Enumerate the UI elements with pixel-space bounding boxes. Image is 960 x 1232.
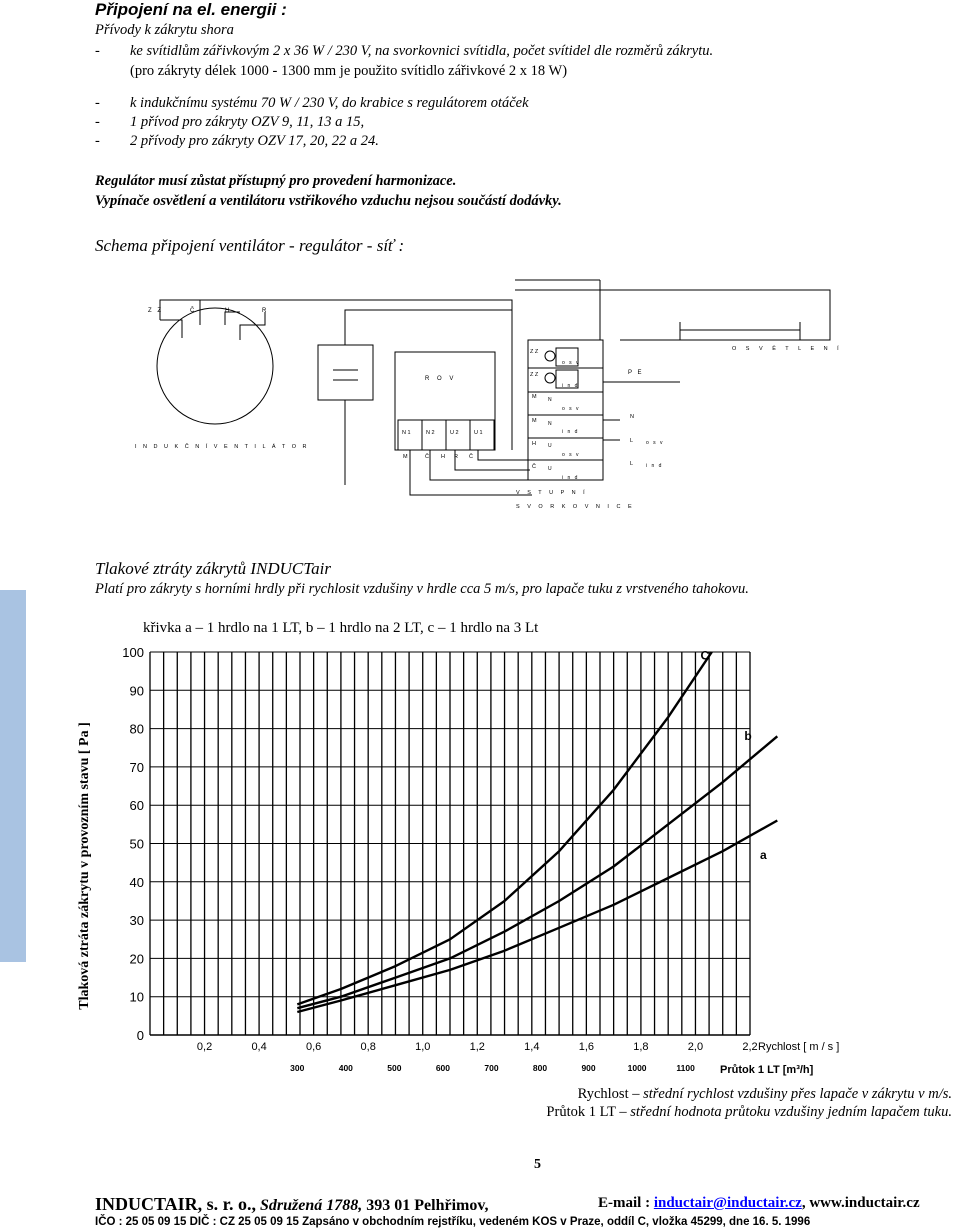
reg-terminal-bottom: M [403, 454, 408, 460]
block-label: Č [532, 464, 536, 470]
list-item: - [95, 95, 100, 111]
pressure-loss-chart [110, 640, 840, 1080]
x2-tick-label: 700 [484, 1063, 499, 1073]
light-label: O S V Ě T L E N Í [732, 346, 843, 352]
motor-terminal-h: H [225, 308, 230, 314]
reg-terminal: N 1 [402, 430, 411, 436]
reg-terminal: N 2 [426, 430, 435, 436]
x-tick-label: 1,6 [578, 1041, 595, 1053]
x2-tick-label: 500 [387, 1063, 402, 1073]
block-inner: N [548, 421, 552, 427]
y-tick-label: 30 [129, 913, 144, 929]
curve-label: a [760, 847, 767, 862]
page-heading: Připojení na el. energii : [95, 0, 287, 19]
footer-city: 393 01 Pelhřimov, [366, 1197, 489, 1214]
right-label: L [630, 438, 634, 444]
subheading: Přívody k zákrytu shora [95, 22, 234, 38]
block-label: Z Z [530, 349, 539, 355]
list-item: - [95, 133, 100, 149]
footer-address: Sdružená 1788, [260, 1197, 363, 1214]
block-inner: N [548, 397, 552, 403]
schema-title: Schema připojení ventilátor - regulátor - síť : [95, 236, 405, 255]
x-tick-label: 0,2 [196, 1041, 213, 1053]
y-tick-label: 60 [129, 798, 144, 814]
input-label: V S T U P N Í [516, 490, 588, 496]
block-label: M [532, 418, 537, 424]
reg-terminal-bottom: Č [469, 454, 473, 460]
x2-tick-label: 1000 [627, 1063, 647, 1073]
input-label: S V O R K O V N I C E [516, 504, 635, 510]
y-tick-label: 10 [129, 989, 144, 1005]
footer-registry: IČO : 25 05 09 15 DIČ : CZ 25 05 09 15 Zapsáno v obchodním rejstříku, vedeném KOS v Praze, oddíl C, vložka 45299, dne 16. 5. 1996 [95, 1216, 811, 1228]
y-axis-label: Tlaková ztráta zákrytu v provozním stavu [ Pa ] [77, 722, 92, 1010]
right-label: i n d [646, 463, 663, 469]
wiring-diagram [0, 270, 960, 530]
block-inner: U [548, 466, 552, 472]
reg-terminal-bottom: Č [425, 454, 429, 460]
motor-terminal-c: Č [190, 308, 195, 314]
y-tick-label: 50 [129, 836, 144, 852]
block-inner: o s v [562, 406, 581, 412]
x-tick-label: 1,2 [469, 1041, 485, 1053]
x-tick-label: 2,0 [687, 1041, 704, 1053]
reg-terminal-bottom: H [441, 454, 445, 460]
side-bar [0, 590, 26, 962]
block-inner: o s v [562, 360, 581, 366]
curve-legend: křivka a – 1 hrdlo na 1 LT, b – 1 hrdlo na 2 LT, c – 1 hrdlo na 3 Lt [143, 620, 539, 636]
note: Regulátor musí zůstat přístupný pro provedení harmonizace. [95, 173, 457, 189]
right-label: o s v [646, 440, 665, 446]
y-tick-label: 40 [129, 874, 144, 890]
block-label: H [532, 441, 536, 447]
chart-title: Tlakové ztráty zákrytů INDUCTair [95, 559, 331, 578]
y-tick-label: 80 [129, 721, 144, 737]
x2-tick-label: 900 [581, 1063, 596, 1073]
y-tick-label: 100 [122, 645, 144, 660]
list-item: - [95, 114, 100, 130]
y-tick-label: 90 [129, 683, 144, 699]
page-number: 5 [534, 1157, 541, 1172]
block-inner: i n d [562, 429, 579, 435]
motor-terminal-r: R [262, 308, 267, 314]
block-inner: o s v [562, 452, 581, 458]
x2-axis-label: Průtok 1 LT [m³/h] [720, 1064, 814, 1076]
right-label: N [630, 414, 634, 420]
email-link[interactable]: inductair@inductair.cz [653, 1195, 802, 1211]
x2-tick-label: 600 [435, 1063, 451, 1073]
list-item-text: 2 přívody pro zákryty OZV 17, 20, 22 a 24. [130, 133, 379, 149]
x-tick-label: 1,4 [524, 1041, 540, 1053]
list-item: - [95, 43, 100, 59]
y-tick-label: 70 [129, 759, 144, 775]
list-item-text: 1 přívod pro zákryty OZV 9, 11, 13 a 15, [130, 114, 365, 130]
list-item-text: (pro zákryty délek 1000 - 1300 mm je použito svítidlo zářivkové 2 x 18 W) [130, 63, 568, 79]
list-item-text: k indukčnímu systému 70 W / 230 V, do krabice s regulátorem otáček [130, 95, 529, 111]
block-inner: U [548, 443, 552, 449]
x2-tick-label: 400 [338, 1063, 353, 1073]
note: Vypínače osvětlení a ventilátoru vstřikového vzduchu nejsou součástí dodávky. [95, 193, 562, 209]
motor-terminal-zz: Z Z [148, 308, 163, 314]
curve-label: b [744, 729, 752, 744]
x-tick-label: 0,4 [251, 1041, 267, 1053]
x2-tick-label: 1100 [676, 1063, 695, 1073]
curve-a [297, 821, 777, 1013]
x-tick-label: 1,0 [415, 1041, 431, 1053]
x-tick-label: 0,8 [360, 1041, 376, 1053]
curve-label: C [700, 648, 710, 663]
footer [95, 1194, 488, 1215]
right-label: L [630, 461, 634, 467]
x-axis-label: Rychlost [ m / s ] [758, 1041, 840, 1053]
x-tick-label: 1,8 [633, 1041, 649, 1053]
reg-terminal-bottom: R [454, 454, 458, 460]
pe-label: P E [628, 370, 644, 376]
block-label: M [532, 394, 537, 400]
chart-description: Platí pro zákryty s horními hrdly při rychlosit vzdušiny v hrdle cca 5 m/s, pro lapače tuku z vrstveného tahokovu. [95, 581, 749, 597]
x2-tick-label: 800 [532, 1063, 548, 1073]
regulator-label: R O V [425, 376, 457, 382]
y-tick-label: 0 [136, 1028, 144, 1043]
foot-note: Průtok 1 LT – střední hodnota průtoku vzdušiny jedním lapačem tuku. [546, 1104, 952, 1120]
x-tick-label: 2,2 [742, 1041, 758, 1053]
footer-contact: E-mail : inductair@inductair.cz, www.inductair.cz [598, 1195, 920, 1211]
x2-tick-label: 300 [290, 1063, 305, 1073]
x-tick-label: 0,6 [305, 1041, 322, 1053]
footer-company: INDUCTAIR, s. r. o., [95, 1194, 257, 1214]
block-inner: i n d [562, 383, 579, 389]
block-inner: i n d [562, 475, 579, 481]
reg-terminal: U 1 [474, 430, 483, 436]
block-label: Z Z [530, 372, 539, 378]
reg-terminal: U 2 [450, 430, 459, 436]
foot-note: Rychlost – střední rychlost vzdušiny přes lapače v zákrytu v m/s. [577, 1086, 952, 1102]
list-item-text: ke svítidlům zářivkovým 2 x 36 W / 230 V, na svorkovnici svítidla, počet svítidel dle rozměrů zákrytu. [130, 43, 714, 59]
motor-label: I N D U K Č N Í V E N T I L Á T O R [135, 444, 309, 450]
y-tick-label: 20 [129, 951, 144, 967]
